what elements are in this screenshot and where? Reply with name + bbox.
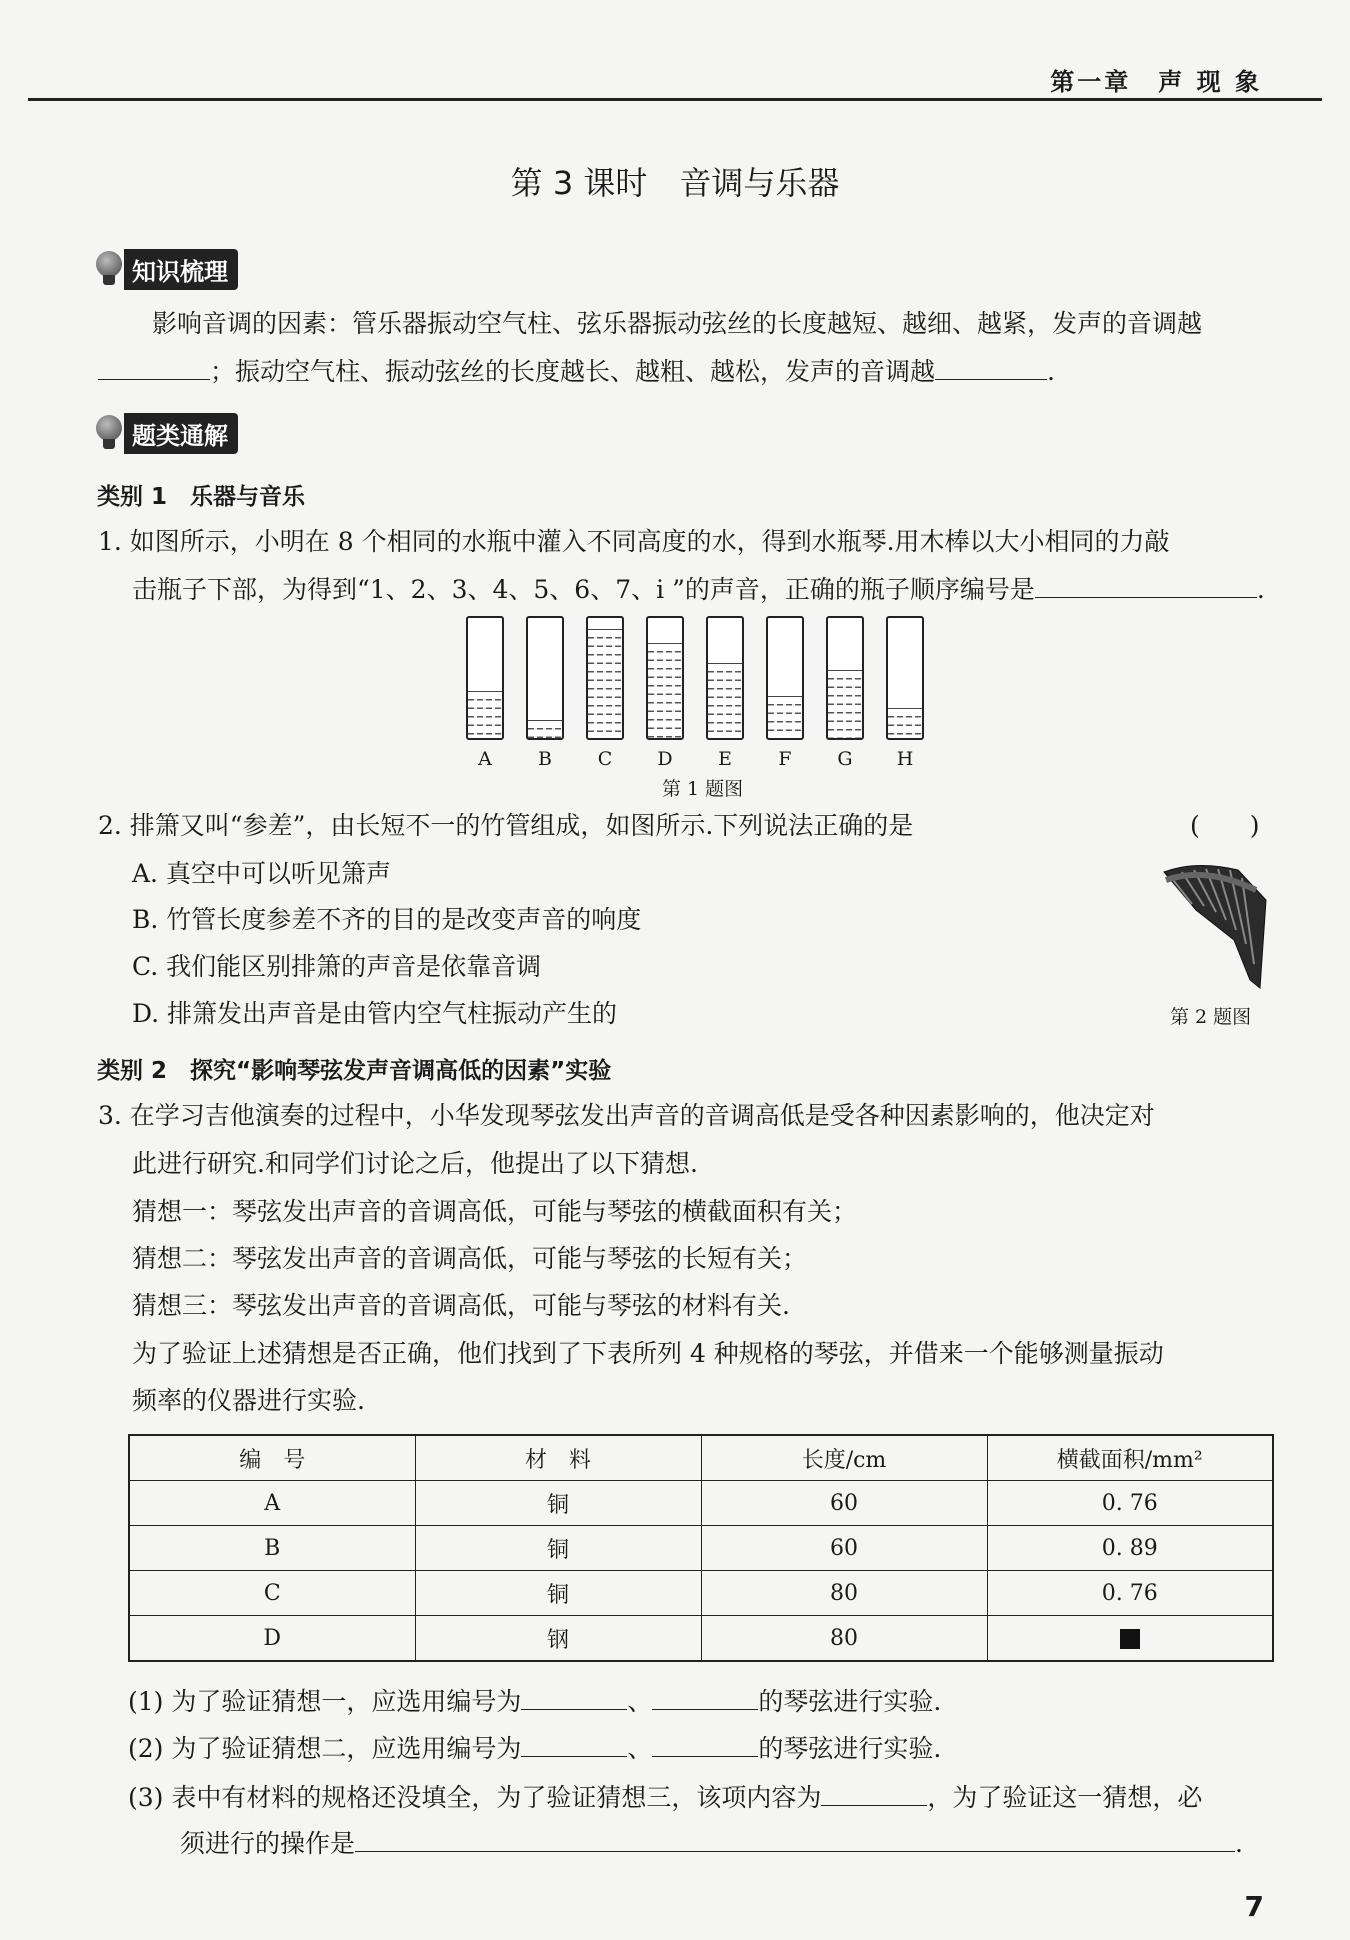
q3-guess-3: 猜想三：琴弦发出声音的音调高低，可能与琴弦的材料有关.: [132, 1291, 790, 1320]
table-cell: 铜: [415, 1481, 701, 1526]
table-cell: C: [129, 1571, 415, 1616]
table-header: 材 料: [415, 1435, 701, 1481]
bottle-f: [766, 616, 804, 740]
separator: 、: [627, 1734, 653, 1763]
chapter-header: 第一章 声 现 象: [1050, 68, 1262, 96]
knowledge-line-2: [98, 348, 1055, 396]
category-1-heading: 类别 1 乐器与音乐: [97, 484, 306, 510]
answer-blank[interactable]: [521, 1679, 627, 1710]
table-cell: 80: [701, 1571, 987, 1616]
q3-sub-3-tail: ，为了验证这一猜想，必: [927, 1783, 1203, 1812]
answer-blank[interactable]: [821, 1775, 927, 1806]
placeholder-square-icon: [1120, 1629, 1140, 1649]
knowledge-line-2-text: ；振动空气柱、振动弦丝的长度越长、越粗、越松，发声的音调越: [210, 357, 936, 386]
q3-sub-1-tail: 的琴弦进行实验.: [758, 1687, 942, 1716]
q3-sub-3-line-2: [180, 1820, 1243, 1868]
water-bottles-figure: [466, 616, 946, 776]
table-cell: 80: [701, 1616, 987, 1662]
table-row: [129, 1616, 1273, 1662]
page-number: 7: [1244, 1890, 1264, 1923]
string-spec-table: [128, 1434, 1274, 1662]
separator: 、: [627, 1687, 653, 1716]
table-cell: D: [129, 1616, 415, 1662]
water-level: [528, 720, 562, 738]
water-level: [468, 691, 502, 738]
bottle-label: C: [597, 748, 613, 770]
knowledge-line-1: 影响音调的因素：管乐器振动空气柱、弦乐器振动弦丝的长度越短、越细、越紧，发声的音调越: [152, 309, 1203, 338]
water-level: [588, 629, 622, 738]
bottle-b: [526, 616, 564, 740]
q1-figure-caption: 第 1 题图: [662, 778, 744, 800]
period: .: [1235, 1829, 1243, 1858]
answer-blank-long[interactable]: [355, 1821, 1235, 1852]
q2-stem: 2. 排箫又叫“参差”，由长短不一的竹管组成，如图所示.下列说法正确的是: [98, 811, 914, 840]
q2-option-b: B. 竹管长度参差不齐的目的是改变声音的响度: [132, 905, 642, 934]
table-cell: 60: [701, 1481, 987, 1526]
answer-blank[interactable]: [98, 349, 210, 380]
q2-option-d: D. 排箫发出声音是由管内空气柱振动产生的: [132, 999, 618, 1028]
table-cell: 铜: [415, 1526, 701, 1571]
knowledge-section-badge: [96, 248, 238, 290]
table-header-row: [129, 1435, 1273, 1481]
table-header: 横截面积/mm²: [987, 1435, 1273, 1481]
q3-line-1: 3. 在学习吉他演奏的过程中，小华发现琴弦发出声音的音调高低是受各种因素影响的，他决定对: [98, 1101, 1155, 1130]
water-level: [828, 670, 862, 738]
q3-sub-3-line-2-text: 须进行的操作是: [180, 1829, 356, 1858]
answer-blank[interactable]: [652, 1679, 758, 1710]
bottle-h: [886, 616, 924, 740]
table-cell: 0. 76: [987, 1571, 1273, 1616]
table-cell: B: [129, 1526, 415, 1571]
table-header: 长度/cm: [701, 1435, 987, 1481]
answer-blank[interactable]: [1035, 567, 1257, 598]
q3-sub-2-tail: 的琴弦进行实验.: [758, 1734, 942, 1763]
table-row: [129, 1481, 1273, 1526]
q3-line-7: 频率的仪器进行实验.: [132, 1386, 365, 1415]
table-cell: 60: [701, 1526, 987, 1571]
q2-option-c: C. 我们能区别排箫的声音是依靠音调: [132, 952, 542, 981]
header-rule: [28, 98, 1322, 101]
q1-line-1: 1. 如图所示，小明在 8 个相同的水瓶中灌入不同高度的水，得到水瓶琴.用木棒以大小相同的力敲: [98, 527, 1170, 556]
q3-line-2: 此进行研究.和同学们讨论之后，他提出了以下猜想.: [132, 1149, 698, 1178]
category-2-heading: 类别 2 探究“影响琴弦发声音调高低的因素”实验: [97, 1058, 612, 1084]
q2-answer-paren[interactable]: ( ): [1190, 811, 1260, 840]
q3-guess-1: 猜想一：琴弦发出声音的音调高低，可能与琴弦的横截面积有关；: [132, 1197, 858, 1226]
lightbulb-icon: [96, 251, 122, 287]
table-cell: 0. 89: [987, 1526, 1273, 1571]
bottle-g: [826, 616, 864, 740]
practice-section-label: 题类通解: [124, 413, 238, 454]
lightbulb-icon: [96, 415, 122, 451]
lesson-title: 第 3 课时 音调与乐器: [510, 164, 840, 202]
q1-line-2: [132, 566, 1265, 614]
answer-blank[interactable]: [652, 1726, 758, 1757]
table-header: 编 号: [129, 1435, 415, 1481]
bottle-c: [586, 616, 624, 740]
q3-sub-1-text: (1) 为了验证猜想一，应选用编号为: [128, 1687, 522, 1716]
q3-sub-1: [128, 1678, 941, 1726]
q2-option-a: A. 真空中可以听见箫声: [132, 859, 391, 888]
table-cell: 钢: [415, 1616, 701, 1662]
water-level: [708, 663, 742, 738]
answer-blank[interactable]: [935, 349, 1047, 380]
bottle-label: B: [538, 748, 552, 770]
bottle-label: D: [657, 748, 673, 770]
q2-figure-caption: 第 2 题图: [1170, 1006, 1252, 1028]
table-cell: 0. 76: [987, 1481, 1273, 1526]
period: .: [1256, 575, 1265, 604]
bottle-label: E: [718, 748, 732, 770]
water-level: [888, 708, 922, 738]
knowledge-section-label: 知识梳理: [124, 249, 238, 290]
water-level: [648, 643, 682, 738]
table-cell: 铜: [415, 1571, 701, 1616]
missing-value-cell[interactable]: [987, 1616, 1273, 1662]
q3-sub-2-text: (2) 为了验证猜想二，应选用编号为: [128, 1734, 522, 1763]
q3-sub-3: [128, 1774, 1202, 1822]
bottle-e: [706, 616, 744, 740]
bottle-label: G: [837, 748, 853, 770]
water-level: [768, 696, 802, 738]
q1-line-2-text: 击瓶子下部，为得到“1、2、3、4、5、6、7、i ”的声音，正确的瓶子顺序编号是: [132, 575, 1035, 604]
bottle-label: A: [478, 748, 492, 770]
q3-sub-2: [128, 1725, 941, 1773]
bottle-d: [646, 616, 684, 740]
q3-guess-2: 猜想二：琴弦发出声音的音调高低，可能与琴弦的长短有关；: [132, 1244, 808, 1273]
bottle-label: H: [896, 748, 914, 770]
table-cell: A: [129, 1481, 415, 1526]
q3-line-6: 为了验证上述猜想是否正确，他们找到了下表所列 4 种规格的琴弦，并借来一个能够测量振动: [132, 1339, 1164, 1368]
period: .: [1047, 357, 1055, 386]
bottle-label: F: [778, 748, 792, 770]
bottle-a: [466, 616, 504, 740]
table-row: [129, 1571, 1273, 1616]
q3-sub-3-text: (3) 表中有材料的规格还没填全，为了验证猜想三，该项内容为: [128, 1783, 822, 1812]
table-row: [129, 1526, 1273, 1571]
panflute-image: [1156, 860, 1276, 990]
answer-blank[interactable]: [521, 1726, 627, 1757]
practice-section-badge: [96, 412, 238, 454]
